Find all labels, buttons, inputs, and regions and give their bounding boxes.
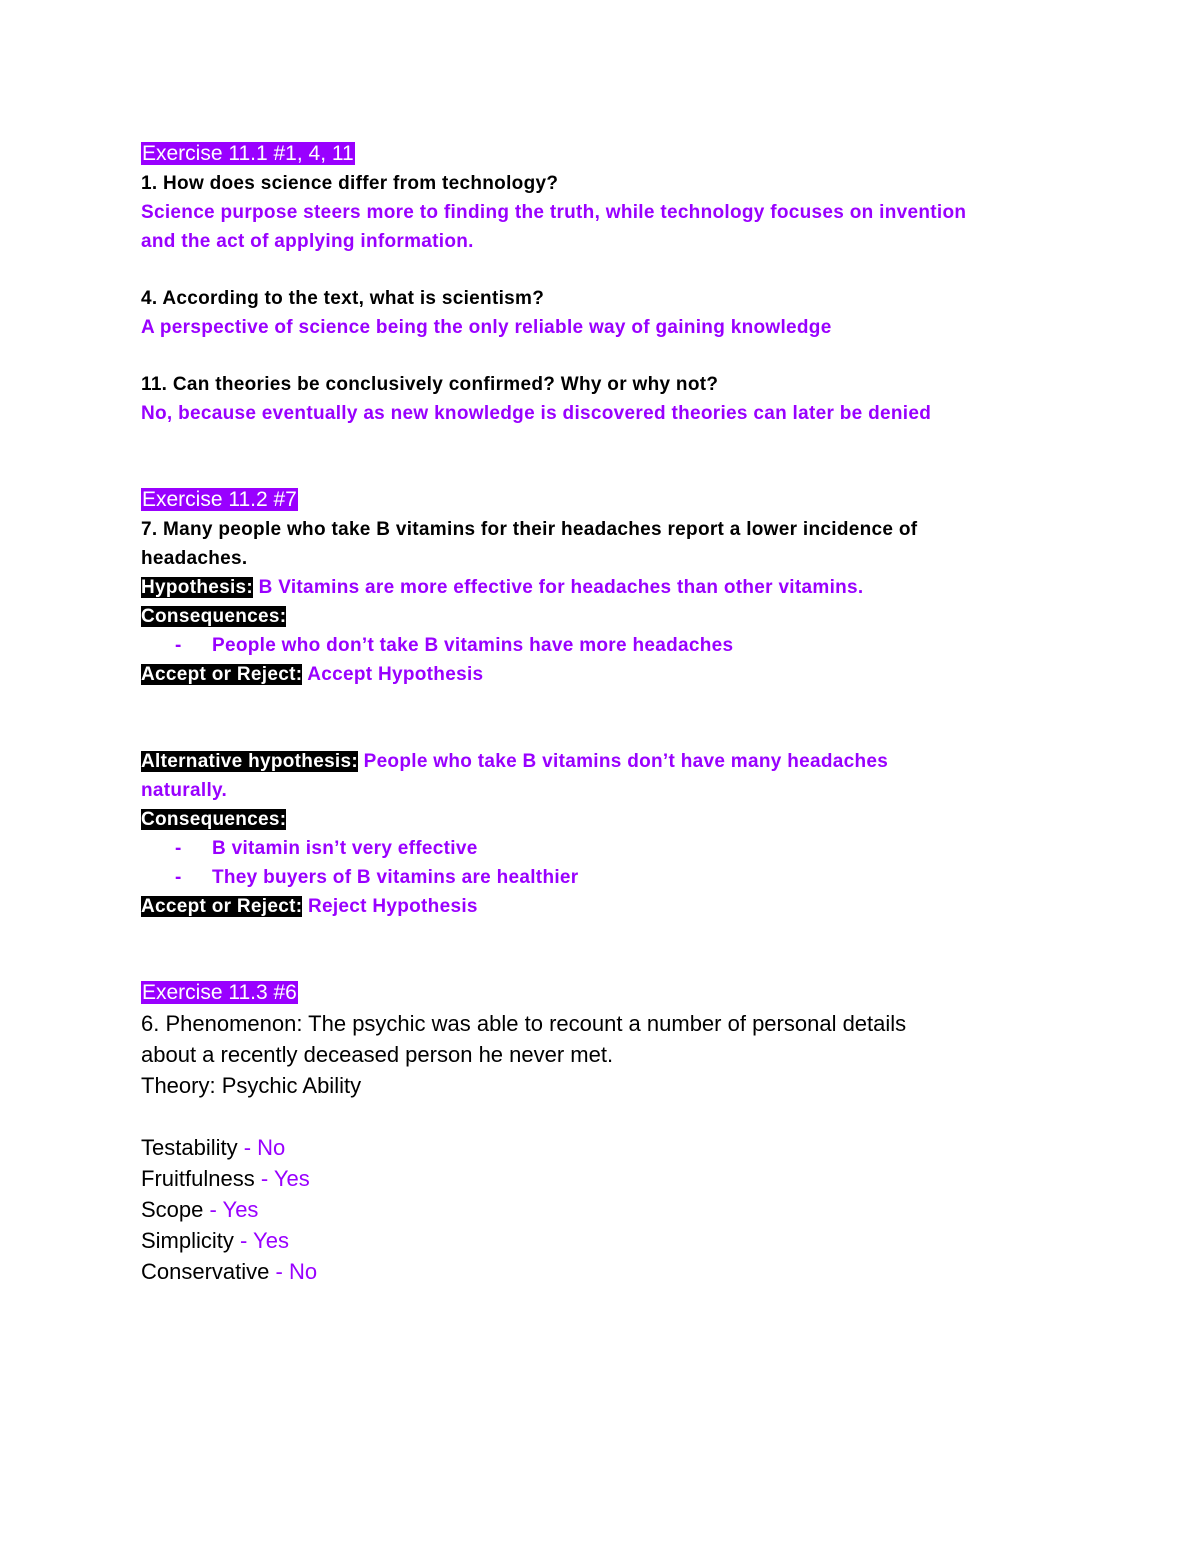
question-7-line-1: 7. Many people who take B vitamins for their headaches report a lower incidence of bbox=[141, 519, 918, 540]
criterion-row-scope bbox=[141, 1194, 1071, 1225]
alt-consequences-row bbox=[141, 805, 1071, 834]
hypothesis-text: B Vitamins are more effective for headaches than other vitamins. bbox=[253, 577, 864, 598]
spacer bbox=[141, 1101, 1071, 1132]
hypothesis-row bbox=[141, 573, 1071, 602]
criterion-row-simplicity bbox=[141, 1225, 1071, 1256]
alt-hypothesis-label: Alternative hypothesis: bbox=[141, 751, 359, 772]
alt-consequence-item bbox=[141, 834, 1071, 863]
consequences-label: Consequences: bbox=[141, 606, 287, 627]
criterion-value: - No bbox=[237, 1135, 286, 1160]
alt-consequence-item bbox=[141, 863, 1071, 892]
answer-4: A perspective of science being the only reliable way of gaining knowledge bbox=[141, 317, 832, 338]
criterion-value: - Yes bbox=[254, 1166, 310, 1191]
bullet-dash: - bbox=[175, 635, 182, 656]
criterion-name: Conservative bbox=[141, 1259, 270, 1284]
criterion-value: - Yes bbox=[203, 1197, 259, 1222]
alt-hypothesis-text-line-2: naturally. bbox=[141, 780, 228, 801]
alt-accept-reject-row bbox=[141, 892, 1071, 921]
accept-reject-text: Accept Hypothesis bbox=[302, 664, 484, 685]
alt-accept-reject-label: Accept or Reject: bbox=[141, 896, 303, 917]
exercise-11-1-heading-row bbox=[141, 139, 1071, 169]
spacer bbox=[141, 921, 1071, 978]
document-page bbox=[141, 139, 1071, 1287]
criterion-name: Testability bbox=[141, 1135, 238, 1160]
criterion-value: - Yes bbox=[233, 1228, 289, 1253]
criterion-name: Simplicity bbox=[141, 1228, 234, 1253]
criterion-row-conservative bbox=[141, 1256, 1071, 1287]
criterion-name: Scope bbox=[141, 1197, 204, 1222]
question-1: 1. How does science differ from technology? bbox=[141, 173, 559, 194]
answer-11: No, because eventually as new knowledge is discovered theories can later be denied bbox=[141, 403, 932, 424]
criterion-row-fruitfulness bbox=[141, 1163, 1071, 1194]
exercise-11-3-heading-row bbox=[141, 978, 1071, 1008]
bullet-dash: - bbox=[175, 867, 182, 888]
alt-consequences-label: Consequences: bbox=[141, 809, 287, 830]
consequence-text: People who don’t take B vitamins have more headaches bbox=[212, 635, 734, 656]
answer-1-line-1: Science purpose steers more to finding the truth, while technology focuses on invention bbox=[141, 202, 967, 223]
alt-consequence-text: B vitamin isn’t very effective bbox=[212, 838, 478, 859]
answer-1-line-2: and the act of applying information. bbox=[141, 231, 474, 252]
question-11: 11. Can theories be conclusively confirmed? Why or why not? bbox=[141, 374, 719, 395]
alt-hypothesis-row bbox=[141, 747, 1071, 776]
phenomenon-line-2: about a recently deceased person he never met. bbox=[141, 1042, 614, 1067]
criterion-name: Fruitfulness bbox=[141, 1166, 255, 1191]
exercise-11-2-heading-row bbox=[141, 485, 1071, 515]
alt-accept-reject-text: Reject Hypothesis bbox=[302, 896, 478, 917]
spacer bbox=[141, 428, 1071, 485]
accept-reject-label: Accept or Reject: bbox=[141, 664, 303, 685]
exercise-11-1-heading: Exercise 11.1 #1, 4, 11 bbox=[142, 142, 354, 165]
exercise-11-3-heading: Exercise 11.3 #6 bbox=[142, 981, 297, 1004]
spacer bbox=[141, 342, 1071, 370]
exercise-11-2-heading: Exercise 11.2 #7 bbox=[142, 488, 297, 511]
phenomenon-line-1: 6. Phenomenon: The psychic was able to recount a number of personal details bbox=[141, 1011, 907, 1036]
consequence-item bbox=[141, 631, 1071, 660]
accept-reject-row bbox=[141, 660, 1071, 689]
theory-line: Theory: Psychic Ability bbox=[141, 1073, 362, 1098]
spacer bbox=[141, 256, 1071, 284]
alt-hypothesis-text: People who take B vitamins don’t have many headaches bbox=[358, 751, 889, 772]
question-7-line-2: headaches. bbox=[141, 548, 248, 569]
criterion-row-testability bbox=[141, 1132, 1071, 1163]
bullet-dash: - bbox=[175, 838, 182, 859]
question-4: 4. According to the text, what is scientism? bbox=[141, 288, 545, 309]
consequences-row bbox=[141, 602, 1071, 631]
criterion-value: - No bbox=[269, 1259, 318, 1284]
hypothesis-label: Hypothesis: bbox=[141, 577, 254, 598]
alt-consequence-text: They buyers of B vitamins are healthier bbox=[212, 867, 579, 888]
spacer bbox=[141, 689, 1071, 747]
